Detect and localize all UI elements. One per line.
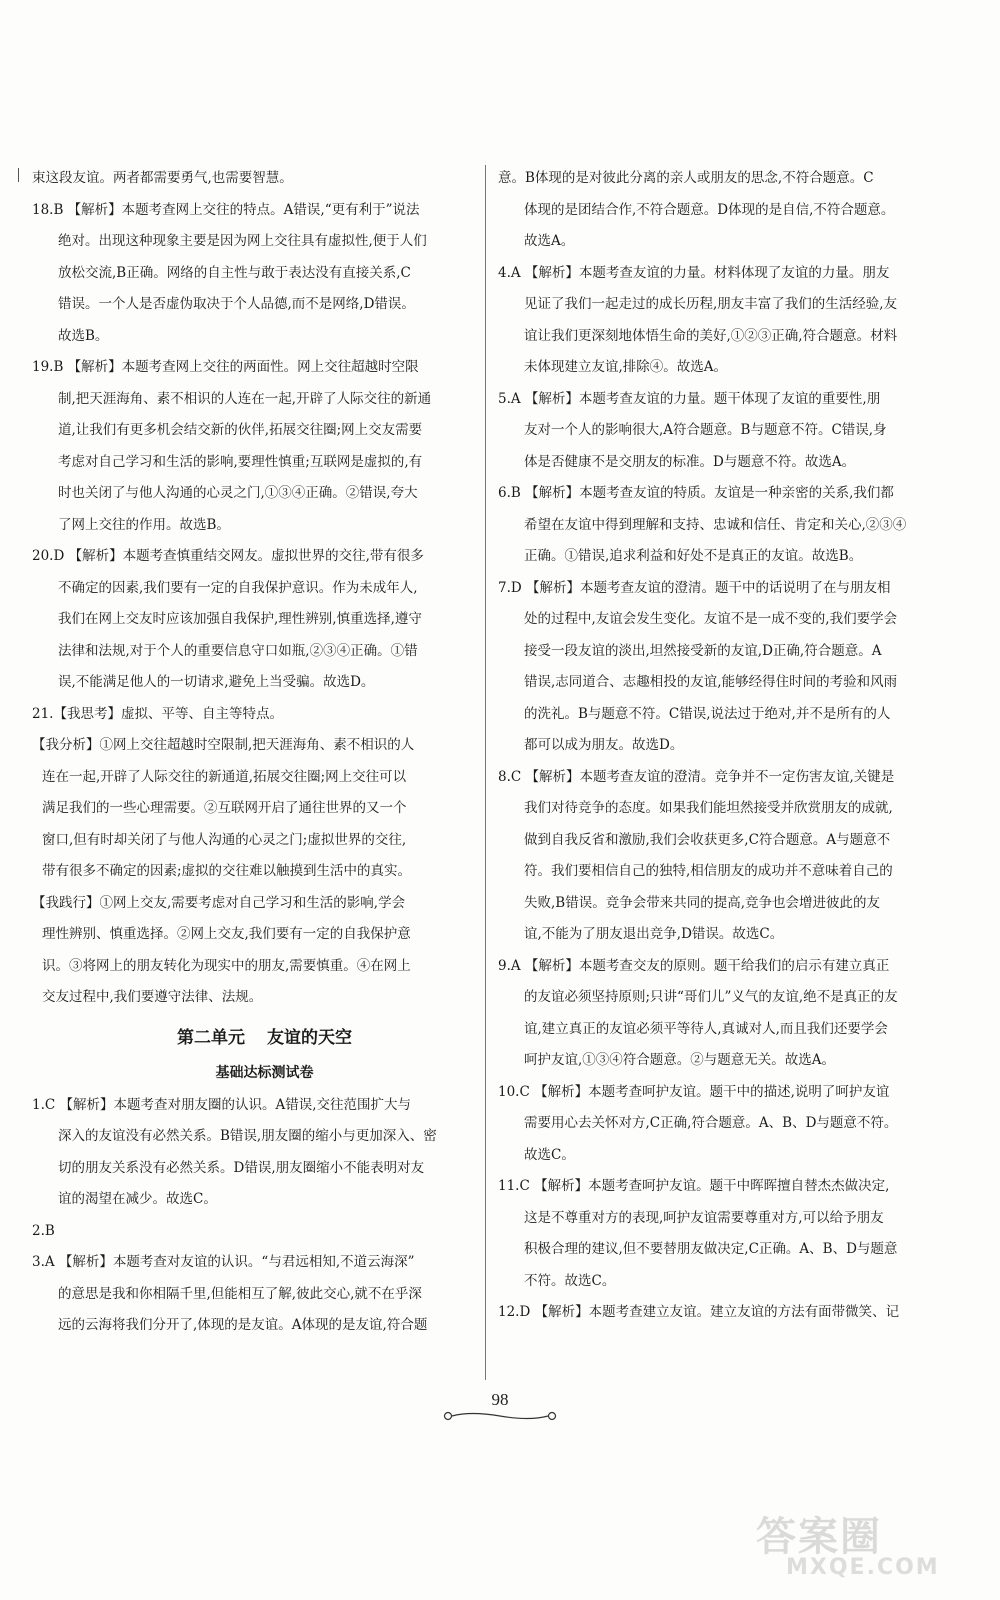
text-line: 友对一个人的影响很大,A符合题意。B与题意不符。C错误,身 (524, 422, 887, 438)
left-answer-blocks (32, 163, 497, 699)
answer-block (498, 1297, 963, 1329)
text-line: 谊让我们更深刻地体悟生命的美好,①②③正确,符合题意。材料 (524, 327, 898, 344)
answer-block (498, 478, 963, 573)
text-line: 谊的渴望在减少。故选C。 (58, 1191, 217, 1207)
text-line: 了网上交往的作用。故选B。 (58, 516, 230, 533)
text-line: 法律和法规,对于个人的重要信息守口如瓶,②③④正确。①错 (58, 642, 418, 659)
text-line: 不确定的因素,我们要有一定的自我保护意识。作为未成年人, (58, 579, 418, 596)
text-line: 故选A。 (524, 233, 575, 249)
left-answer-blocks-2 (32, 1090, 497, 1342)
text-line: 未体现建立友谊,排除④。故选A。 (524, 359, 728, 375)
text-line: 时也关闭了与他人沟通的心灵之门,①③④正确。②错误,夸大 (58, 485, 418, 501)
q21-practice (32, 888, 497, 1014)
text-line: 做到自我反省和激励,我们会收获更多,C符合题意。A与题意不 (524, 831, 891, 848)
text-line: 6.B 【解析】本题考查友谊的特质。友谊是一种亲密的关系,我们都 (498, 485, 894, 501)
answer-block (498, 1171, 963, 1297)
answer-block (32, 1216, 497, 1248)
text-line: 误,不能满足他人的一切请求,避免上当受骗。故选D。 (58, 674, 375, 690)
text-line: 错误,志同道合、志趣相投的友谊,能够经得住时间的考验和风雨 (524, 674, 898, 690)
text-line: 正确。①错误,追求利益和好处不是真正的友谊。故选B。 (524, 548, 863, 564)
text-line: 处的过程中,友谊会发生变化。友谊不是一成不变的,我们要学会 (524, 611, 898, 627)
text-line: 【我分析】①网上交往超越时空限制,把天涯海角、素不相识的人 (32, 737, 415, 753)
text-line: 这是不尊重对方的表现,呵护友谊需要尊重对方,可以给予朋友 (524, 1209, 884, 1226)
text-line: 绝对。出现这种现象主要是因为网上交往具有虚拟性,便于人们 (58, 233, 427, 249)
text-line: 的洗礼。B与题意不符。C错误,说法过于绝对,并不是所有的人 (524, 705, 891, 722)
text-line: 【我践行】①网上交友,需要考虑对自己学习和生活的影响,学会 (32, 894, 406, 911)
answer-block (498, 762, 963, 951)
left-column (32, 163, 497, 1342)
unit-name: 友谊的天空 (267, 1027, 352, 1048)
text-line: 放松交流,B正确。网络的自主性与敢于表达没有直接关系,C (58, 264, 411, 281)
text-line: 错误。一个人是否虚伪取决于个人品德,而不是网络,D错误。 (58, 296, 415, 312)
text-line: 失败,B错误。竞争会带来共同的提高,竞争也会增进彼此的友 (524, 894, 881, 911)
text-line: 都可以成为朋友。故选D。 (524, 737, 684, 753)
text-line: 故选C。 (524, 1146, 575, 1163)
text-line: 11.C 【解析】本题考查呵护友谊。题干中晖晖擅自替杰杰做决定, (498, 1178, 890, 1194)
text-line: 积极合理的建议,但不要替朋友做决定,C正确。A、B、D与题意 (524, 1241, 898, 1257)
text-line: 5.A 【解析】本题考查友谊的力量。题干体现了友谊的重要性,朋 (498, 390, 881, 407)
text-line: 见证了我们一起走过的成长历程,朋友丰富了我们的生活经验,友 (524, 296, 898, 312)
section-subtitle: 基础达标测试卷 (215, 1064, 314, 1081)
q21-think-line: 21.【我思考】虚拟、平等、自主等特点。 (32, 705, 283, 722)
text-line: 谊,不能为了朋友退出竞争,D错误。故选C。 (524, 926, 784, 942)
text-line: 希望在友谊中得到理解和支持、忠诚和信任、肯定和关心,②③④ (524, 516, 907, 533)
answer-block (498, 573, 963, 762)
answer-block (32, 163, 497, 195)
answer-block (32, 1247, 497, 1342)
answer-block (32, 1090, 497, 1216)
watermark-main: 答案圈 (756, 1514, 882, 1560)
answer-block (32, 195, 497, 353)
q21-answer (32, 699, 497, 1014)
text-line: 深入的友谊没有必然关系。B错误,朋友圈的缩小与更加深入、密 (58, 1128, 437, 1144)
text-line: 体现的是团结合作,不符合题意。D体现的是自信,不符合题意。 (524, 201, 895, 218)
footer-ornament-icon (440, 1410, 560, 1422)
q21-analysis (32, 730, 497, 888)
text-line: 需要用心去关怀对方,C正确,符合题意。A、B、D与题意不符。 (524, 1115, 898, 1131)
answer-block (498, 1077, 963, 1172)
text-line: 故选B。 (58, 327, 109, 344)
answer-block (32, 541, 497, 699)
text-line: 连在一起,开辟了人际交往的新通道,拓展交往圈;网上交往可以 (42, 768, 407, 785)
unit-title (32, 1018, 497, 1058)
watermark (746, 1505, 976, 1587)
text-line: 4.A 【解析】本题考查友谊的力量。材料体现了友谊的力量。朋友 (498, 264, 890, 281)
text-line: 呵护友谊,①③④符合题意。②与题意无关。故选A。 (524, 1052, 836, 1068)
text-line: 体是否健康不是交朋友的标准。D与题意不符。故选A。 (524, 453, 856, 470)
page-footer (0, 1390, 1000, 1422)
text-line: 的意思是我和你相隔千里,但能相互了解,彼此交心,就不在乎深 (58, 1285, 422, 1302)
text-line: 9.A 【解析】本题考查交友的原则。题干给我们的启示有建立真正 (498, 957, 890, 974)
text-line: 远的云海将我们分开了,体现的是友谊。A体现的是友谊,符合题 (58, 1317, 428, 1333)
text-line: 符。我们要相信自己的独特,相信朋友的成功并不意味着自己的 (524, 863, 893, 879)
text-line: 道,让我们有更多机会结交新的伙伴,拓展交往圈;网上交友需要 (58, 422, 423, 438)
text-line: 19.B 【解析】本题考查网上交往的两面性。网上交往超越时空限 (32, 359, 419, 375)
text-line: 识。③将网上的朋友转化为现实中的朋友,需要慎重。④在网上 (42, 957, 411, 974)
margin-mark (18, 168, 19, 182)
text-line: 考虑对自己学习和生活的影响,要理性慎重;互联网是虚拟的,有 (58, 453, 423, 470)
text-line: 我们对待竞争的态度。如果我们能坦然接受并欣赏朋友的成就, (524, 800, 893, 816)
text-line: 接受一段友谊的淡出,坦然接受新的友谊,D正确,符合题意。A (524, 642, 882, 659)
text-line: 制,把天涯海角、素不相识的人连在一起,开辟了人际交往的新通 (58, 390, 432, 407)
text-line: 不符。故选C。 (524, 1272, 616, 1289)
text-line: 切的朋友关系没有必然关系。D错误,朋友圈缩小不能表明对友 (58, 1159, 425, 1176)
text-line: 1.C 【解析】本题考查对朋友圈的认识。A错误,交往范围扩大与 (32, 1096, 412, 1113)
right-answer-blocks (498, 163, 963, 1329)
text-line: 交友过程中,我们要遵守法律、法规。 (42, 989, 263, 1005)
right-column (498, 163, 963, 1329)
text-line: 谊,建立真正的友谊必须平等待人,真诚对人,而且我们还要学会 (524, 1020, 888, 1037)
answer-block (498, 258, 963, 384)
watermark-site: MXQE.COM (786, 1555, 940, 1580)
text-line: 2.B (32, 1222, 55, 1239)
answer-block (498, 951, 963, 1077)
text-line: 满足我们的一些心理需要。②互联网开启了通往世界的又一个 (42, 800, 407, 816)
text-line: 的友谊必须坚持原则;只讲“哥们儿”义气的友谊,绝不是真正的友 (524, 989, 898, 1005)
text-line: 意。B体现的是对彼此分离的亲人或朋友的思念,不符合题意。C (498, 170, 874, 186)
text-line: 理性辨别、慎重选择。②网上交友,我们要有一定的自我保护意 (42, 926, 411, 942)
text-line: 窗口,但有时却关闭了与他人沟通的心灵之门;虚拟世界的交往, (42, 831, 407, 848)
text-line: 12.D 【解析】本题考查建立友谊。建立友谊的方法有面带微笑、记 (498, 1304, 900, 1320)
text-line: 7.D 【解析】本题考查友谊的澄清。题干中的话说明了在与朋友相 (498, 579, 891, 596)
page-number: 98 (491, 1390, 509, 1409)
unit-number: 第二单元 (177, 1027, 245, 1048)
text-line: 8.C 【解析】本题考查友谊的澄清。竞争并不一定伤害友谊,关键是 (498, 768, 895, 785)
text-line: 束这段友谊。两者都需要勇气,也需要智慧。 (32, 170, 293, 186)
text-line: 18.B 【解析】本题考查网上交往的特点。A错误,“更有利于”说法 (32, 201, 420, 218)
text-line: 我们在网上交友时应该加强自我保护,理性辨别,慎重选择,遵守 (58, 611, 422, 627)
text-line: 10.C 【解析】本题考查呵护友谊。题干中的描述,说明了呵护友谊 (498, 1083, 890, 1100)
text-line: 20.D 【解析】本题考查慎重结交网友。虚拟世界的交往,带有很多 (32, 548, 424, 564)
answer-block (498, 163, 963, 258)
answer-block (498, 384, 963, 479)
answer-block (32, 352, 497, 541)
text-line: 3.A 【解析】本题考查对友谊的认识。“与君远相知,不道云海深” (32, 1254, 415, 1270)
text-line: 带有很多不确定的因素;虚拟的交往难以触摸到生活中的真实。 (42, 863, 412, 879)
